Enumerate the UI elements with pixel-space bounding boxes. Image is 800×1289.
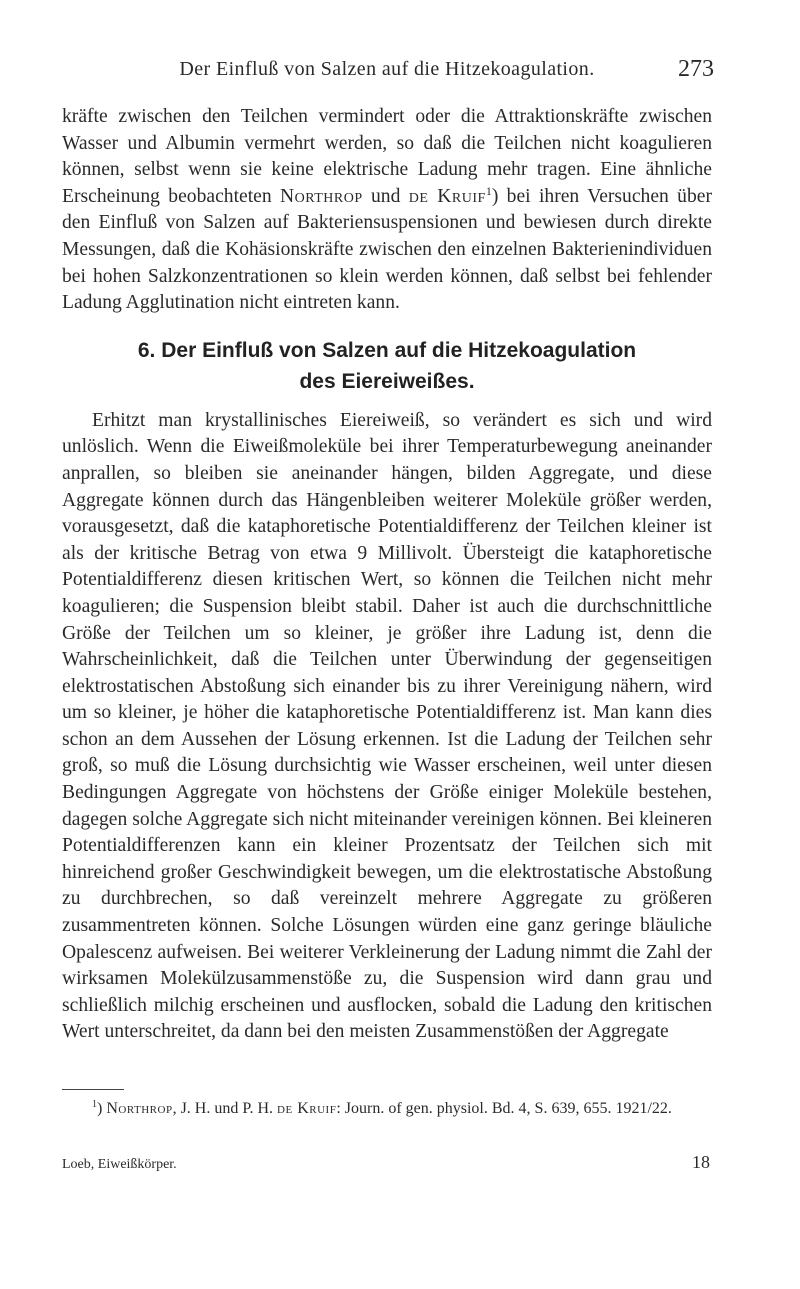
running-title: Der Einfluß von Salzen auf die Hitzekoagulation. — [179, 58, 595, 80]
footnote-text: : Journ. of gen. physiol. Bd. 4, S. 639, 655. 1921/22. — [336, 1100, 672, 1117]
paragraph-continued — [62, 104, 712, 317]
section-heading — [62, 335, 712, 397]
body-text — [62, 104, 712, 1046]
paragraph: Erhitzt man krystallinisches Eiereiweiß, so verändert es sich und wird unlöslich. Wenn die Eiweißmoleküle bei ihrer Temperaturbewegung aneinander anprallen, so bleiben sie aneinander hängen, bilden Aggregate, und diese Aggregate können durch das Hängenbleiben weiterer Moleküle größer werden, vorausgesetzt, daß die kataphoretische Potentialdifferenz der Teilchen kleiner ist als der kritische Betrag von etwa 9 Millivolt. Übersteigt die kataphoretische Potentialdifferenz diesen kritischen Wert, so können die Teilchen nicht mehr koagulieren; die Suspension bleibt stabil. Daher ist auch die durchschnittliche Größe der Teilchen um so kleiner, je größer ihre Ladung ist, denn die Wahrscheinlichkeit, daß die Teilchen unter Überwindung der gegenseitigen elektrostatischen Abstoßung sich einander bis zu ihrer Vereinigung nähern, wird um so kleiner, je höher die kataphoretische Potentialdifferenz ist. Man kann dies schon an dem Aussehen der Lösung erkennen. Ist die Ladung der Teilchen sehr groß, so muß die Lösung durchsichtig wie Wasser erscheinen, weil unter diesen Bedingungen Aggregate von höchstens der Größe einiger Moleküle bestehen, dagegen solche Aggregate sich nicht miteinander vereinigen können. Bei kleineren Potentialdifferenzen kann ein kleiner Prozentsatz der Teilchen sich mit hinreichend großer Geschwindigkeit bewegen, um die elektrostatische Abstoßung zu durchbrechen, so daß vereinzelt mehrere Aggregate zu größeren zusammentreten können. Solche Lösungen würden eine ganz geringe bläuliche Opalescenz aufweisen. Bei weiterer Verkleinerung der Ladung nimmt die Zahl der wirksamen Molekülzusammenstöße zu, die Suspension wird dann grau und schließlich milchig erscheinen und ausflocken, sobald die Ladung den kritischen Wert unterschreitet, da dann bei den meisten Zusammenstößen der Aggregate — [62, 409, 712, 1043]
footnote — [62, 1097, 712, 1121]
author-name: Northrop — [280, 185, 363, 207]
footnote-text: , J. H. und P. H. — [172, 1100, 278, 1117]
paragraph-text: ) bei ihren Versuchen über den Einfluß von Salzen auf Bakteriensuspensionen und bewiesen durch direkte Messungen, daß die Kohäsionskräfte zwischen den einzelnen Bakterienindividuen bei hohen Salzkonzentrationen so klein werden können, daß selbst bei fehlender Ladung Agglutination nicht eintreten kann. — [62, 185, 713, 314]
footnote-author: Northrop — [106, 1100, 173, 1117]
footnote-author: de Kruif — [277, 1100, 337, 1117]
author-name: de Kruif — [408, 185, 486, 207]
footnote-paren: ) — [97, 1100, 103, 1117]
signature-line: Loeb, Eiweißkörper. — [62, 1157, 177, 1172]
section-heading-line: des Eiereiweißes. — [299, 369, 475, 393]
paragraph-text: und — [362, 185, 409, 207]
footnote-rule — [62, 1089, 124, 1090]
page-number: 273 — [678, 56, 714, 82]
footnote-marker: 1 — [485, 183, 492, 198]
footnote-number: 1 — [92, 1099, 97, 1110]
section-heading-line: 6. Der Einfluß von Salzen auf die Hitzekoagulation — [137, 338, 637, 362]
paragraph-text: kräfte zwischen den Teilchen vermindert oder die Attraktionskräfte zwischen Wasser und Albumin vermehrt werden, so daß die Teilchen nicht koagulieren können, selbst wenn sie keine elektrische Ladung mehr tragen. Eine ähnliche Erscheinung beobachteten — [62, 106, 712, 207]
signature-number: 18 — [692, 1152, 710, 1172]
running-head — [60, 58, 714, 88]
